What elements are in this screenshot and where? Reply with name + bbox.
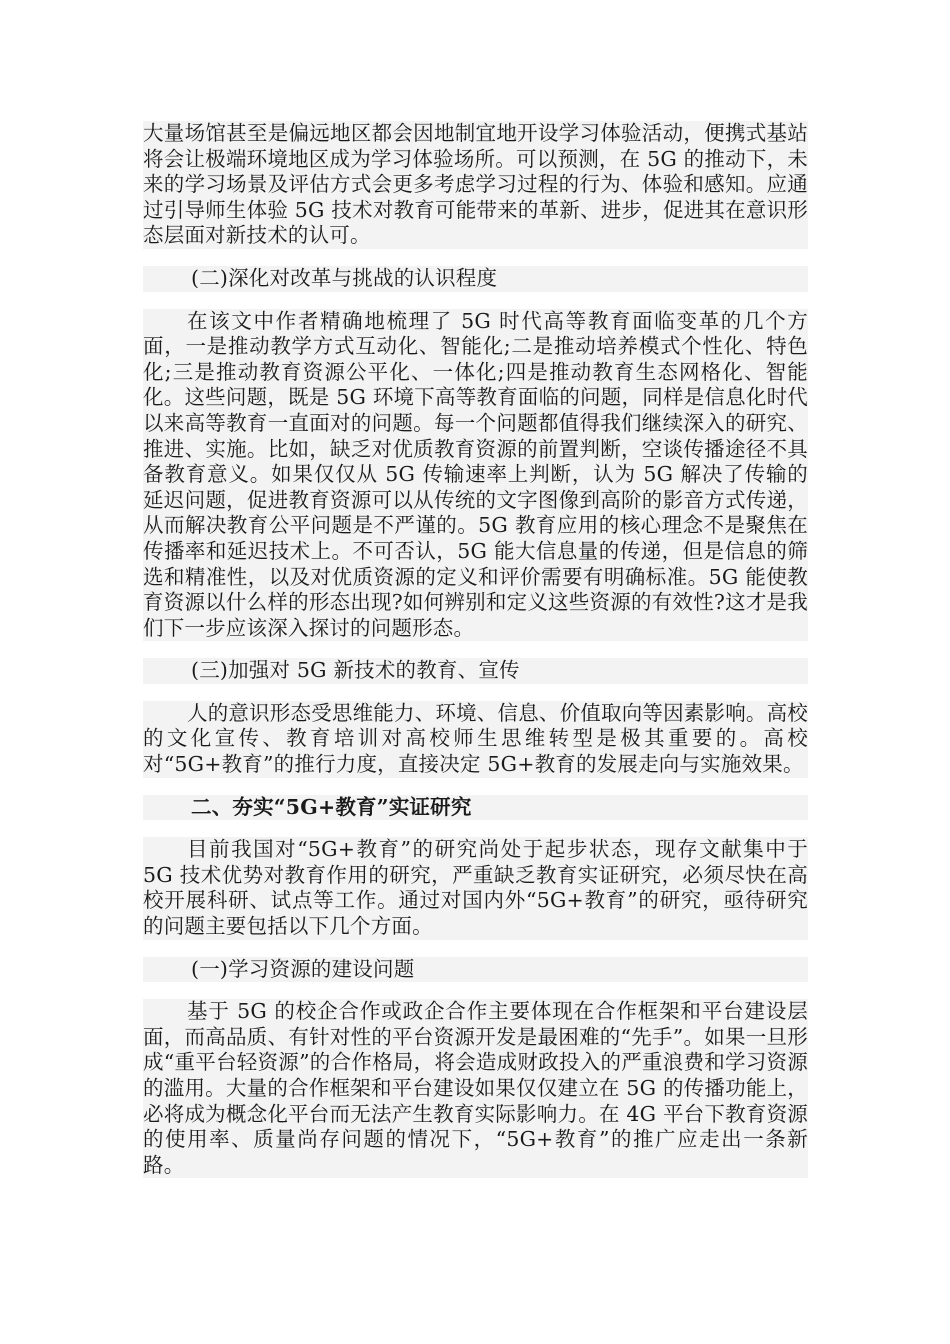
paragraph-intro-continued: 大量场馆甚至是偏远地区都会因地制宜地开设学习体验活动，便携式基站将会让极端环境地区成为学习体验场所。可以预测，在 5G 的推动下，未来的学习场景及评估方式会更多考虑学习过程的行为、体验和感知。应通过引导师生体验 5G 技术对教育可能带来的革新、进步，促进其在意识形态层面对新技术的认可。 [143, 121, 808, 248]
subheading-learning-resources: (一)学习资源的建设问题 [143, 957, 808, 983]
document-body [143, 121, 808, 1195]
section-heading-empirical-research: 二、夯实“5G+教育”实证研究 [143, 795, 808, 821]
paragraph-reform-challenges: 在该文中作者精确地梳理了 5G 时代高等教育面临变革的几个方面，一是推动教学方式互动化、智能化;二是推动培养模式个性化、特色化;三是推动教育资源公平化、一体化;四是推动教育生态网格化、智能化。这些问题，既是 5G 环境下高等教育面临的问题，同样是信息化时代以来高等教育一直面对的问题。每一个问题都值得我们继续深入的研究、推进、实施。比如，缺乏对优质教育资源的前置判断，空谈传播途径不具备教育意义。如果仅仅从 5G 传输速率上判断，认为 5G 解决了传输的延迟问题，促进教育资源可以从传统的文字图像到高阶的影音方式传递，从而解决教育公平问题是不严谨的。5G 教育应用的核心理念不是聚焦在传播率和延迟技术上。不可否认，5G 能大信息量的传递，但是信息的筛选和精准性，以及对优质资源的定义和评价需要有明确标准。5G 能使教育资源以什么样的形态出现?如何辨别和定义这些资源的有效性?这才是我们下一步应该深入探讨的问题形态。 [143, 308, 808, 640]
paragraph-ideology: 人的意识形态受思维能力、环境、信息、价值取向等因素影响。高校的文化宣传、教育培训对高校师生思维转型是极其重要的。高校对“5G+教育”的推行力度，直接决定 5G+教育的发展走向与实施效果。 [143, 700, 808, 777]
subheading-education-publicity: (三)加强对 5G 新技术的教育、宣传 [143, 658, 808, 684]
paragraph-resource-construction: 基于 5G 的校企合作或政企合作主要体现在合作框架和平台建设层面，而高品质、有针对性的平台资源开发是最困难的“先手”。如果一旦形成“重平台轻资源”的合作格局，将会造成财政投入的严重浪费和学习资源的滥用。大量的合作框架和平台建设如果仅仅建立在 5G 的传播功能上，必将成为概念化平台而无法产生教育实际影响力。在 4G 平台下教育资源的使用率、质量尚存问题的情况下，“5G+教育”的推广应走出一条新路。 [143, 999, 808, 1177]
paragraph-research-status: 目前我国对“5G+教育”的研究尚处于起步状态，现存文献集中于 5G 技术优势对教育作用的研究，严重缺乏教育实证研究，必须尽快在高校开展科研、试点等工作。通过对国内外“5G+教育”的研究，亟待研究的问题主要包括以下几个方面。 [143, 837, 808, 939]
subheading-deepen-understanding: (二)深化对改革与挑战的认识程度 [143, 266, 808, 292]
